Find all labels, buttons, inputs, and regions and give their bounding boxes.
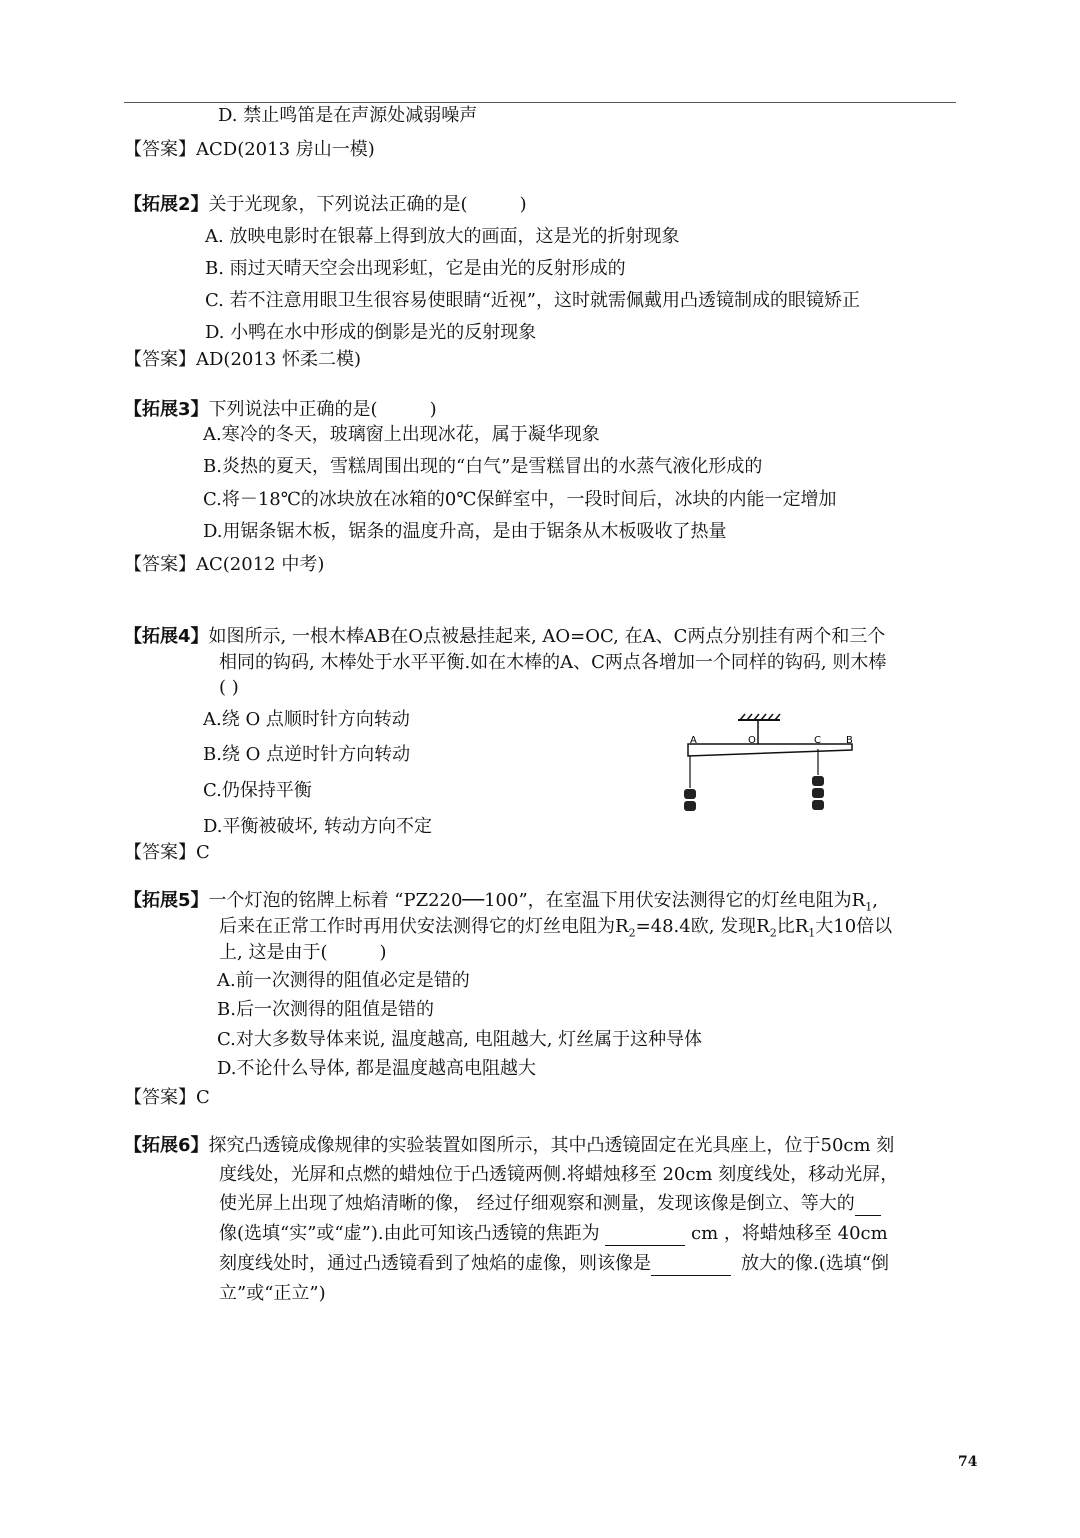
q5-line2-d: 大10倍以 <box>815 916 893 937</box>
q3-option-a: A.寒冷的冬天，玻璃窗上出现冰花，属于凝华现象 <box>203 424 600 445</box>
q4-stem-line1 <box>124 625 885 649</box>
answer-4 <box>124 841 210 865</box>
q5-line2-c: 比R <box>776 916 809 937</box>
q3-stem <box>124 398 437 422</box>
answer-label: 【答案】 <box>124 349 196 370</box>
answer-3 <box>124 553 324 577</box>
header-rule <box>124 102 956 103</box>
answer-1 <box>124 138 375 162</box>
prev-option-d: D. 禁止鸣笛是在声源处减弱噪声 <box>218 105 478 126</box>
q6-line4-a: 像(选填“实”或“虚”).由此可知该凸透镜的焦距为 <box>219 1223 600 1244</box>
answer-4-value: C <box>196 842 210 863</box>
label-a: A <box>690 735 697 746</box>
q5-line2-sub-c: 1 <box>808 926 816 940</box>
weights-right <box>812 749 824 810</box>
q6-line4-b: cm ，将蜡烛移至 40cm <box>691 1223 888 1244</box>
q6-line3-text: 使光屏上出现了烛焰清晰的像， 经过仔细观察和测量，发现该像是倒立、等大的 <box>219 1193 855 1214</box>
q3-paren: ) <box>429 399 437 420</box>
q3-option-d: D.用锯条锯木板，锯条的温度升高，是由于锯条从木板吸收了热量 <box>203 521 727 542</box>
label-b: B <box>846 735 853 746</box>
answer-3-value: AC(2012 中考) <box>196 554 325 575</box>
q5-tag: 【拓展5】 <box>124 890 209 911</box>
q5-stem-line3 <box>219 941 387 965</box>
q6-stem-line6: 立”或“正立”) <box>219 1283 326 1304</box>
q4-option-a: A.绕 O 点顺时针方向转动 <box>203 709 410 730</box>
q4-tag: 【拓展4】 <box>124 626 209 647</box>
q6-stem-line2: 度线处，光屏和点燃的蜡烛位于凸透镜两侧.将蜡烛移至 20cm 刻度线处，移动光屏， <box>219 1164 899 1185</box>
answer-2 <box>124 348 361 372</box>
answer-label: 【答案】 <box>124 842 196 863</box>
q3-stem-text: 下列说法中正确的是( <box>208 399 378 420</box>
q6-line5-b: 放大的像.(选填“倒 <box>741 1253 889 1274</box>
q6-stem-line3 <box>219 1192 881 1216</box>
wooden-rod <box>688 744 852 756</box>
q6-stem-line1 <box>124 1134 894 1158</box>
weights-left <box>684 755 696 811</box>
q2-option-a: A. 放映电影时在银幕上得到放大的画面，这是光的折射现象 <box>205 226 680 247</box>
q4-option-d: D.平衡被破坏, 转动方向不定 <box>203 816 432 837</box>
q2-option-b: B. 雨过天晴天空会出现彩虹，它是由光的反射形成的 <box>205 258 626 279</box>
q5-line1-text: 一个灯泡的铭牌上标着 “PZ220──100”，在室温下用伏安法测得它的灯丝电阻为R <box>208 890 866 911</box>
q5-option-c: C.对大多数导体来说, 温度越高, 电阻越大, 灯丝属于这种导体 <box>217 1029 703 1050</box>
lever-figure <box>680 710 860 820</box>
q5-paren: ) <box>379 942 387 963</box>
blank-1[interactable] <box>855 1197 881 1216</box>
q5-line1-end: , <box>872 890 878 911</box>
q5-line2-sub-a: 2 <box>628 926 636 940</box>
answer-2-value: AD(2013 怀柔二模) <box>196 349 362 370</box>
q5-line2-a: 后来在正常工作时再用伏安法测得它的灯丝电阻为R <box>219 916 629 937</box>
q4-option-b: B.绕 O 点逆时针方向转动 <box>203 744 411 765</box>
blank-2[interactable] <box>605 1227 685 1246</box>
q2-stem-text: 关于光现象，下列说法正确的是( <box>208 194 468 215</box>
q2-option-d: D. 小鸭在水中形成的倒影是光的反射现象 <box>205 322 537 343</box>
q4-stem-line3: ( ) <box>219 677 239 698</box>
ceiling-support <box>738 714 780 720</box>
answer-5-value: C <box>196 1087 210 1108</box>
q6-stem-line4 <box>219 1222 888 1246</box>
answer-1-value: ACD(2013 房山一模) <box>196 139 375 160</box>
q3-option-b: B.炎热的夏天，雪糕周围出现的“白气”是雪糕冒出的水蒸气液化形成的 <box>203 456 763 477</box>
q2-option-c: C. 若不注意用眼卫生很容易使眼睛“近视”，这时就需佩戴用凸透镜制成的眼镜矫正 <box>205 290 860 311</box>
label-c: C <box>814 735 821 746</box>
q5-option-b: B.后一次测得的阻值是错的 <box>217 999 434 1020</box>
q6-stem-line5 <box>219 1252 889 1276</box>
q2-stem <box>124 193 527 217</box>
q5-line1-sub: 1 <box>865 900 873 914</box>
q2-tag: 【拓展2】 <box>124 194 209 215</box>
answer-5 <box>124 1086 210 1110</box>
q4-stem-text-1: 如图所示, 一根木棒AB在O点被悬挂起来, AO=OC, 在A、C两点分别挂有两个和三个 <box>208 626 886 647</box>
q3-option-c: C.将－18℃的冰块放在冰箱的0℃保鲜室中，一段时间后，冰块的内能一定增加 <box>203 489 837 510</box>
q5-option-a: A.前一次测得的阻值必定是错的 <box>217 970 470 991</box>
q4-stem-line2: 相同的钩码, 木棒处于水平平衡.如在木棒的A、C两点各增加一个同样的钩码, 则木棒 <box>219 652 887 673</box>
answer-label: 【答案】 <box>124 139 196 160</box>
answer-label: 【答案】 <box>124 554 196 575</box>
q6-tag: 【拓展6】 <box>124 1135 209 1156</box>
q5-line2-b: =48.4欧, 发现R <box>635 916 770 937</box>
q2-paren: ) <box>519 194 527 215</box>
q6-line5-a: 刻度线处时，通过凸透镜看到了烛焰的虚像，则该像是 <box>219 1253 651 1274</box>
q4-option-c: C.仍保持平衡 <box>203 780 312 801</box>
blank-3[interactable] <box>651 1257 731 1276</box>
answer-label: 【答案】 <box>124 1087 196 1108</box>
page-number: 74 <box>958 1454 978 1470</box>
q5-line2-sub-b: 2 <box>769 926 777 940</box>
q5-option-d: D.不论什么导体, 都是温度越高电阻越大 <box>217 1058 536 1079</box>
label-o: O <box>748 735 756 746</box>
q6-line1-text: 探究凸透镜成像规律的实验装置如图所示，其中凸透镜固定在光具座上，位于50cm 刻 <box>208 1135 895 1156</box>
q3-tag: 【拓展3】 <box>124 399 209 420</box>
q5-line3-text: 上, 这是由于( <box>219 942 328 963</box>
